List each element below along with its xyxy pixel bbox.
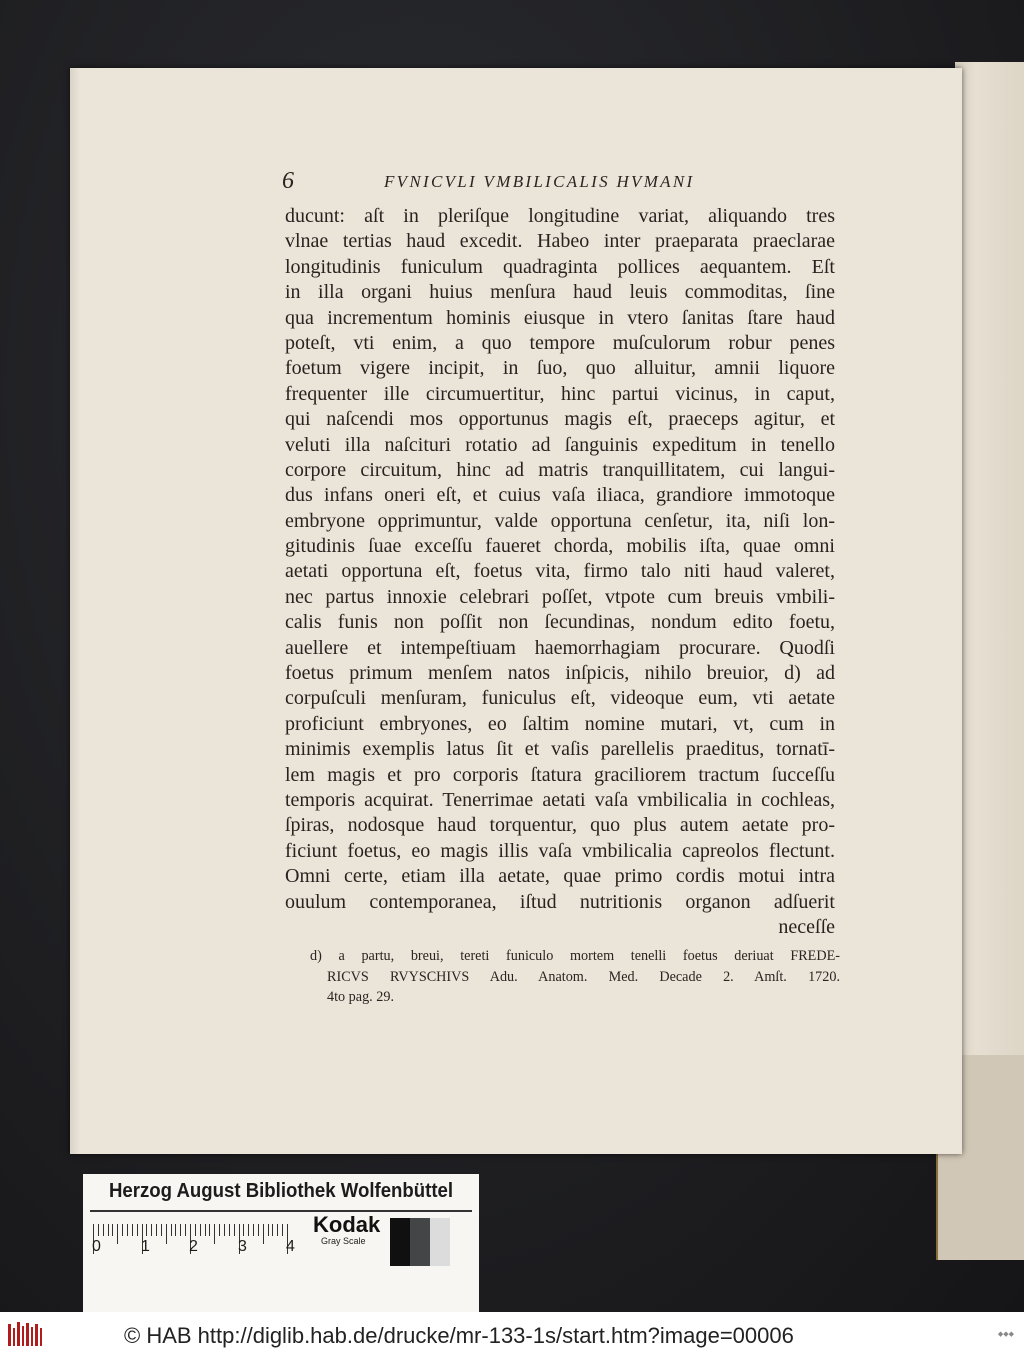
ruler-tick — [234, 1224, 235, 1236]
ruler-number: 0 — [92, 1238, 101, 1255]
ruler-tick — [263, 1224, 264, 1244]
text-line: Omni certe, etiam illa aetate, quae primo cordis motui intra — [285, 865, 835, 888]
text-line: ficiunt foetus, eo magis illis vaſa vmbilicalia capreolos flectunt. — [285, 839, 835, 862]
ruler-tick — [117, 1224, 118, 1244]
ruler-number: 1 — [141, 1238, 150, 1255]
ruler-tick — [258, 1224, 259, 1236]
text-line: embryone opprimuntur, valde opportuna cenſetur, ita, niſi lon- — [285, 509, 835, 532]
page-number: 6 — [282, 168, 294, 194]
footnote — [310, 946, 840, 1008]
ruler-tick — [277, 1224, 278, 1236]
text-line: poteſt, vti enim, a quo tempore muſculorum robur penes — [285, 331, 835, 354]
ruler-tick — [253, 1224, 254, 1236]
text-line: frequenter ille circumuertitur, hinc partui vicinus, in caput, — [285, 382, 835, 405]
text-line: dus infans oneri eſt, et cuius vaſa iliaca, grandiore immotoque — [285, 484, 835, 507]
text-line: corpore circuitum, hinc ad matris tranquillitatem, cui langui- — [285, 458, 835, 481]
text-line: ouulum contemporanea, iſtud nutritionis organon adſuerit — [285, 890, 835, 913]
kodak-logo: Kodak — [313, 1212, 381, 1237]
text-line: in illa organi huius menſura haud leuis commoditas, ſine — [285, 281, 835, 304]
ruler-tick — [248, 1224, 249, 1236]
text-line: nec partus innoxie celebrari poſſet, vtpote cum breuis vmbili- — [285, 585, 835, 608]
ruler-tick — [166, 1224, 167, 1244]
ruler-tick — [195, 1224, 196, 1236]
text-line: aetati opportuna eſt, foetus vita, firmo talo niti haud valeret, — [285, 560, 835, 583]
ruler-number: 4 — [286, 1238, 295, 1255]
ruler-tick — [98, 1224, 99, 1236]
ruler-tick — [268, 1224, 269, 1236]
ruler-tick — [171, 1224, 172, 1236]
text-line: ducunt: aſt in pleriſque longitudine variat, aliquando tres — [285, 205, 835, 227]
text-line: proficiunt embryones, eo ſaltim nomine mutari, vt, cum in — [285, 712, 835, 735]
text-line: calis funis non poſſit non ſecundinas, nondum edito foetu, — [285, 611, 835, 634]
text-line: qua incrementum hominis eiusque in vtero ſanitas ſtare haud — [285, 306, 835, 329]
ruler-tick — [127, 1224, 128, 1236]
gray-swatch-dark — [410, 1218, 430, 1266]
measurement-ruler — [93, 1224, 303, 1258]
copyright-link[interactable]: © HAB http://diglib.hab.de/drucke/mr-133-1s/start.htm?image=00006 — [124, 1323, 794, 1348]
ruler-tick — [137, 1224, 138, 1236]
running-head — [282, 168, 838, 200]
text-line: auellere et intempeſtiuam haemorrhagiam procurare. Quodſi — [285, 636, 835, 659]
ruler-tick — [103, 1224, 104, 1236]
text-line: ſpiras, nodosque haud torquentur, quo plus autem aetate pro- — [285, 814, 835, 837]
running-head-title: FVNICVLI VMBILICALIS HVMANI — [384, 172, 695, 191]
footnote-line: RICVS RVYSCHIVS Adu. Anatom. Med. Decade 2. Amſt. 1720. — [327, 968, 840, 985]
ruler-tick — [146, 1224, 147, 1236]
text-line: neceſſe — [778, 915, 835, 938]
ruler-tick — [229, 1224, 230, 1236]
ruler-tick — [224, 1224, 225, 1236]
text-line: foetus primum menſem natos inſpicis, nihilo breuior, d) ad — [285, 662, 835, 685]
ruler-tick — [200, 1224, 201, 1236]
ruler-tick — [122, 1224, 123, 1236]
ruler-tick — [112, 1224, 113, 1236]
text-line: qui naſcendi mos opportunus magis eſt, praeceps agitur, et — [285, 408, 835, 431]
hab-logo-icon — [8, 1322, 44, 1348]
page-gutter-shadow — [70, 68, 80, 1154]
footer-bar — [0, 1312, 1024, 1358]
ruler-tick — [175, 1224, 176, 1236]
ruler-tick — [214, 1224, 215, 1244]
body-text — [285, 204, 835, 940]
text-line: minimis exemplis latus ſit et vaſis parellelis praeditus, tornatī- — [285, 738, 835, 761]
card-divider — [90, 1210, 472, 1212]
text-line: foetum vigere incipit, in ſuo, quo alluitur, amnii liquore — [285, 357, 835, 380]
ruler-number: 2 — [189, 1238, 198, 1255]
text-line: temporis acquirat. Tenerrimae aetati vaſa vmbilicalia in cochleas, — [285, 788, 835, 811]
footnote-line: d) a partu, breui, tereti funiculo mortem tenelli foetus deriuat FREDE- — [310, 948, 840, 964]
ruler-number: 3 — [238, 1238, 247, 1255]
text-line: gitudinis ſuae exceſſu faueret chorda, mobilis iſta, quae omni — [285, 535, 835, 558]
ruler-tick — [151, 1224, 152, 1236]
text-line: corpuſculi menſuram, funiculus eſt, videoque eum, vti aetate — [285, 687, 835, 710]
ruler-tick — [209, 1224, 210, 1236]
library-name: Herzog August Bibliothek Wolfenbüttel — [108, 1180, 454, 1202]
text-line: longitudinis funiculum quadraginta pollices aequantem. Eſt — [285, 255, 835, 278]
gray-swatch-light — [430, 1218, 450, 1266]
ruler-tick — [185, 1224, 186, 1236]
color-card — [83, 1174, 479, 1324]
ruler-tick — [272, 1224, 273, 1236]
gray-swatch-black — [390, 1218, 410, 1266]
text-line: vlnae tertias haud excedit. Habeo inter praeparata praeclarae — [285, 230, 835, 253]
ruler-tick — [282, 1224, 283, 1236]
ruler-tick — [108, 1224, 109, 1236]
gray-scale-label: Gray Scale — [321, 1236, 366, 1246]
ruler-tick — [180, 1224, 181, 1236]
ruler-tick — [156, 1224, 157, 1236]
ruler-tick — [243, 1224, 244, 1236]
ruler-tick — [205, 1224, 206, 1236]
footer-marks: ◆◆◆ — [997, 1330, 1014, 1338]
ruler-tick — [132, 1224, 133, 1236]
text-line: veluti illa naſcituri rotatio ad ſanguinis expeditum in tenello — [285, 433, 835, 456]
footnote-line: 4to pag. 29. — [327, 989, 394, 1005]
next-page-edge — [955, 62, 1024, 1062]
ruler-tick — [161, 1224, 162, 1236]
text-line: lem magis et pro corporis ſtatura graciliorem tractum ſucceſſu — [285, 763, 835, 786]
ruler-tick — [219, 1224, 220, 1236]
